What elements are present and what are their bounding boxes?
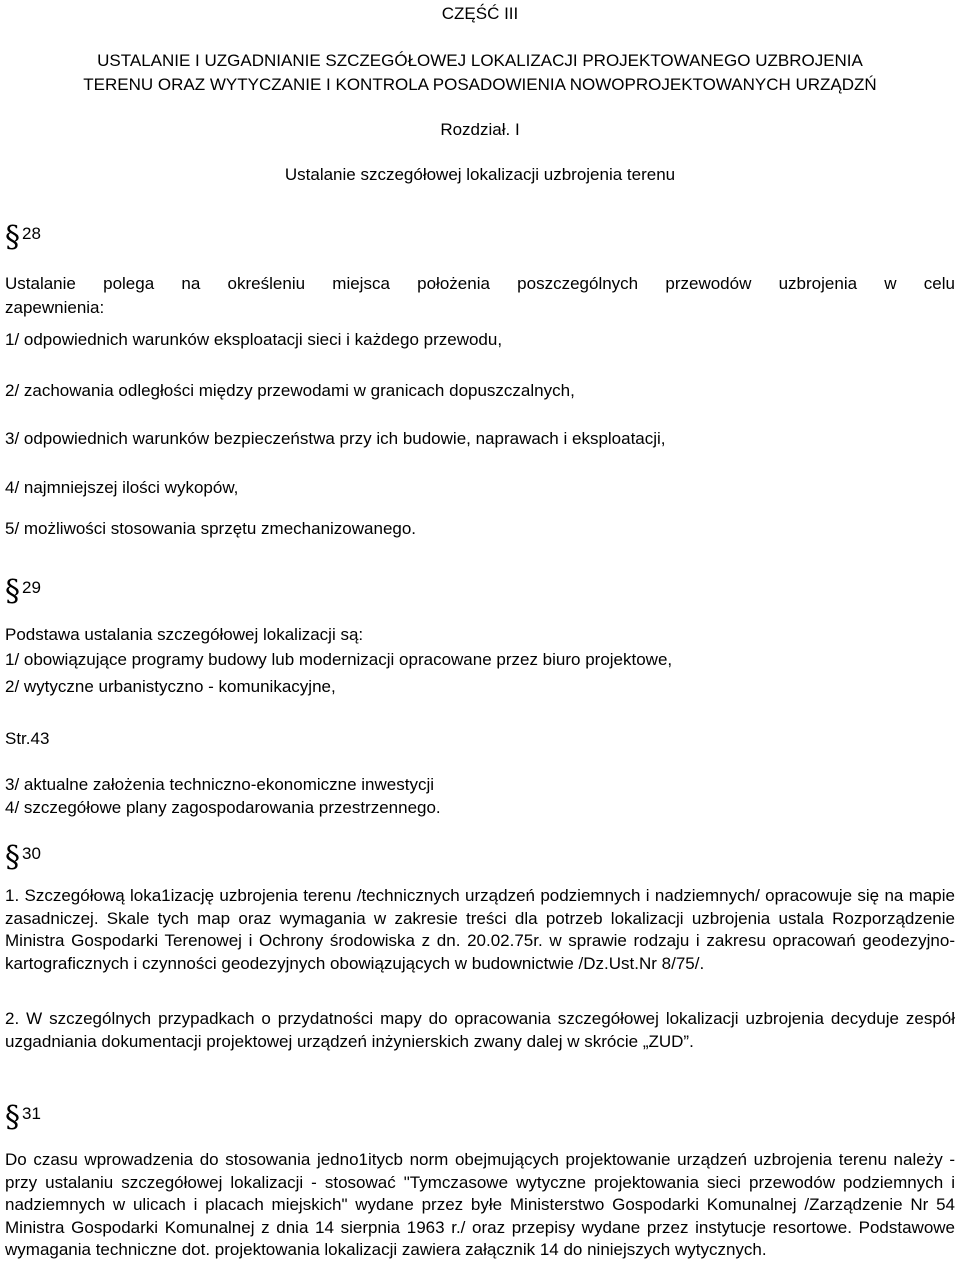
section-31-paragraph: Do czasu wprowadzenia do stosowania jedno1itycb norm obejmujących projektowanie urządzeń uzbrojenia terenu należy - przy ustalaniu szczegółowej lokalizacji - stosować "Tymczasowe wytyczne projektowania sieci przewodów podziemnych i nadziemnych w ulicach i placach miejskich" wydane przez byłe Ministerstwo Gospodarki Komunalnej /Zarządzenie Nr 54 Ministra Gospodarki Komunalnej z dnia 14 sierpnia 1963 r./ oraz przepisy wydane przez instytucje resortowe. Podstawowe wymagania techniczne dot. projektowania lokalizacji zawiera załącznik 14 do niniejszych wytycznych. <box>5 1150 955 1259</box>
section-number: 28 <box>22 224 41 243</box>
section-symbol: § <box>5 220 20 255</box>
section-30-paragraph-1: 1. Szczegółową loka1izację uzbrojenia terenu /technicznych urządzeń podziemnych i nadziemnych/ opracowuje się na mapie zasadniczej. Skale tych map oraz wymagania w zakresie treści dla potrzeb lokalizacji uzbrojenia ustala Rozporządzenie Ministra Gospodarki Terenowej i Ochrony środowiska z dn. 20.02.75r. w sprawie rodzaju i zakresu opracowań geodezyjno-kartograficznych i czynności geodezyjnych obowiązujących w budownictwie /Dz.Ust.Nr 8/75/. <box>5 886 955 973</box>
list-item: 4/ szczegółowe plany zagospodarowania przestrzennego. <box>5 798 441 817</box>
list-item: 3/ aktualne założenia techniczno-ekonomiczne inwestycji <box>5 775 435 794</box>
section-30-heading <box>5 840 41 875</box>
part-title: CZĘŚĆ III <box>441 4 519 23</box>
list-item: 1/ odpowiednich warunków eksploatacji sieci i każdego przewodu, <box>5 330 503 349</box>
section-number: 29 <box>22 578 41 597</box>
chapter-title: Ustalanie szczegółowej lokalizacji uzbrojenia terenu <box>284 165 676 184</box>
section-number: 31 <box>22 1104 41 1123</box>
section-30-paragraph-2: 2. W szczególnych przypadkach o przydatności mapy do opracowania szczegółowej lokalizacji uzbrojenia decyduje zespół uzgadniania dokumentacji projektowej urządzeń inżynierskich zwany dalej w skrócie „ZUD”. <box>5 1009 955 1051</box>
list-item: 2/ wytyczne urbanistyczno - komunikacyjne, <box>5 677 336 696</box>
list-item: 1/ obowiązujące programy budowy lub modernizacji opracowane przez biuro projektowe, <box>5 650 673 669</box>
list-item: 5/ możliwości stosowania sprzętu zmechanizowanego. <box>5 519 417 538</box>
section-29-heading <box>5 574 41 609</box>
section-28-intro-line-1: Ustalanie polega na określeniu miejsca położenia poszczególnych przewodów uzbrojenia w celu <box>5 274 955 293</box>
list-item: 2/ zachowania odległości między przewodami w granicach dopuszczalnych, <box>5 381 575 400</box>
section-28-intro-line-2: zapewnienia: <box>5 298 105 317</box>
list-item: 3/ odpowiednich warunków bezpieczeństwa przy ich budowie, naprawach i eksploatacji, <box>5 429 666 448</box>
section-number: 30 <box>22 844 41 863</box>
page-marker: Str.43 <box>5 729 50 748</box>
main-title-line-1: USTALANIE I UZGADNIANIE SZCZEGÓŁOWEJ LOKALIZACJI PROJEKTOWANEGO UZBROJENIA <box>97 51 863 70</box>
section-28-heading <box>5 220 41 255</box>
section-symbol: § <box>5 574 20 609</box>
section-31-heading <box>5 1100 41 1135</box>
main-title-line-2: TERENU ORAZ WYTYCZANIE I KONTROLA POSADOWIENIA NOWOPROJEKTOWANYCH URZĄDZŃ <box>83 75 877 94</box>
section-29-intro: Podstawa ustalania szczegółowej lokalizacji są: <box>5 625 364 644</box>
section-symbol: § <box>5 1100 20 1135</box>
list-item: 4/ najmniejszej ilości wykopów, <box>5 478 239 497</box>
section-symbol: § <box>5 840 20 875</box>
chapter-label: Rozdział. I <box>440 120 520 139</box>
